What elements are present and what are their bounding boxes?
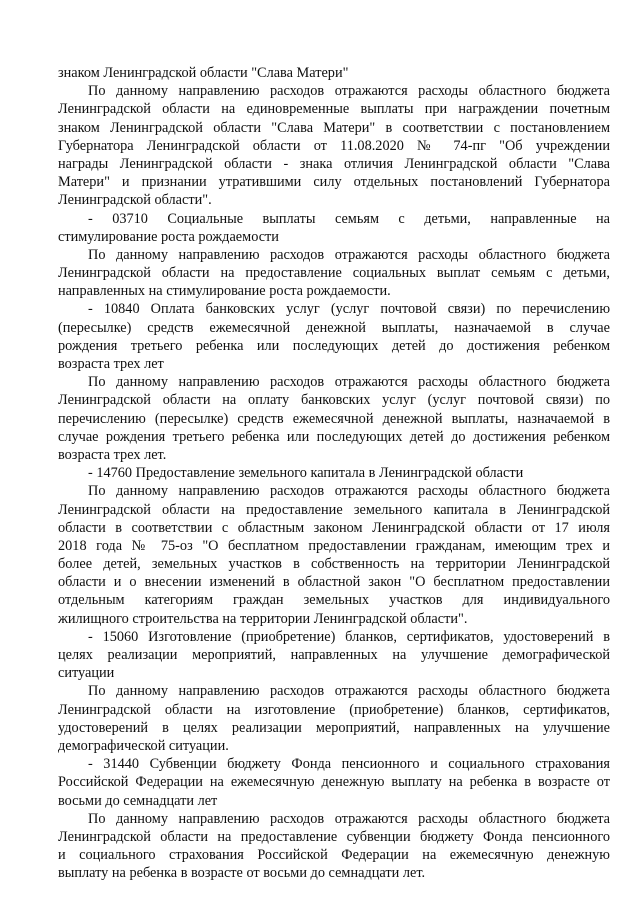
text-line: награды Ленинградской области - знака отличия Ленинградской области "Слава [58,155,610,172]
text-line: Российской Федерации на ежемесячную денежную выплату на ребенка в возрасте от [58,774,610,791]
text-line: Ленинградской области на единовременные выплаты при награждении почетным [58,101,610,118]
text-line: области и о внесении изменений в областной закон "О бесплатном предоставлении [58,574,610,591]
text-line: направленных на стимулирование роста рождаемости. [58,283,391,300]
text-line: Ленинградской области на предоставление социальных выплат семьям с детьми, [58,265,610,282]
text-line: Ленинградской области на предоставление субвенции бюджету Фонда пенсионного [58,828,610,845]
text-line: целях реализации мероприятий, направленных на улучшение демографической [58,647,610,663]
text-line: возраста трех лет. [58,446,167,463]
text-line: рождения третьего ребенка или последующих детей до достижения ребенком [58,337,610,354]
text-line: ситуации [58,665,115,682]
text-line: случае рождения третьего ребенка или последующих детей до достижения ребенком [58,428,610,445]
text-line: возраста трех лет [58,356,164,372]
text-line: По данному направлению расходов отражаются расходы областного бюджета [88,810,610,827]
text-line: стимулирование роста рождаемости [58,228,279,245]
text-line: По данному направлению расходов отражаются расходы областного бюджета [88,683,610,700]
text-line: Ленинградской области на оплату банковских услуг (услуг почтовой связи) по [58,392,610,409]
text-line: жилищного строительства на территории Ленинградской области". [58,610,468,627]
text-line: Ленинградской области на изготовление (приобретение) бланков, сертификатов, [58,701,610,718]
text-line: Матери" и признании утратившими силу отдельных постановлений Губернатора [58,174,610,191]
text-line: По данному направлению расходов отражаются расходы областного бюджета [88,83,610,100]
text-line: - 31440 Субвенции бюджету Фонда пенсионного и социального страхования [88,756,610,773]
text-line: (пересылке) средств ежемесячной денежной выплаты, назначаемой в случае [58,319,610,336]
document-body [58,64,610,882]
text-line: отдельным категориям граждан земельных участков для индивидуального [58,592,610,609]
text-line: По данному направлению расходов отражаются расходы областного бюджета [88,246,610,263]
text-line: восьми до семнадцати лет [58,792,218,809]
text-line: выплату на ребенка в возрасте от восьми до семнадцати лет. [58,865,426,882]
text-line: Ленинградской области". [58,192,212,209]
text-line: и социального страхования Российской Федерации на ежемесячную денежную [58,847,610,864]
text-line: более детей, земельных участков в собственность на территории Ленинградской [58,556,610,573]
text-line: знаком Ленинградской области "Слава Матери" в соответствии с постановлением [58,119,610,136]
text-line: 2018 года № 75-оз "О бесплатном предоставлении гражданам, имеющим трех и [58,537,610,554]
text-line: удостоверений в целях реализации мероприятий, направленных на улучшение [58,719,610,736]
text-line: Губернатора Ленинградской области от 11.08.2020 № 74-пг "Об учреждении [58,137,610,154]
text-line: перечислению (пересылке) средств ежемесячной денежной выплаты, назначаемой в [58,410,610,427]
text-line: - 15060 Изготовление (приобретение) бланков, сертификатов, удостоверений в [88,628,610,645]
text-line: демографической ситуации. [58,737,229,754]
text-line: По данному направлению расходов отражаются расходы областного бюджета [88,483,610,500]
text-line: Ленинградской области на предоставление земельного капитала в Ленинградской [58,501,610,518]
text-line: области в соответствии с областным законом Ленинградской области от 17 июля [58,519,610,536]
text-line: По данному направлению расходов отражаются расходы областного бюджета [88,374,610,391]
text-line: знаком Ленинградской области "Слава Матери" [58,65,349,81]
text-line: - 14760 Предоставление земельного капитала в Ленинградской области [88,465,524,482]
text-line: - 10840 Оплата банковских услуг (услуг почтовой связи) по перечислению [88,301,610,318]
text-line: - 03710 Социальные выплаты семьям с детьми, направленные на [88,210,610,227]
